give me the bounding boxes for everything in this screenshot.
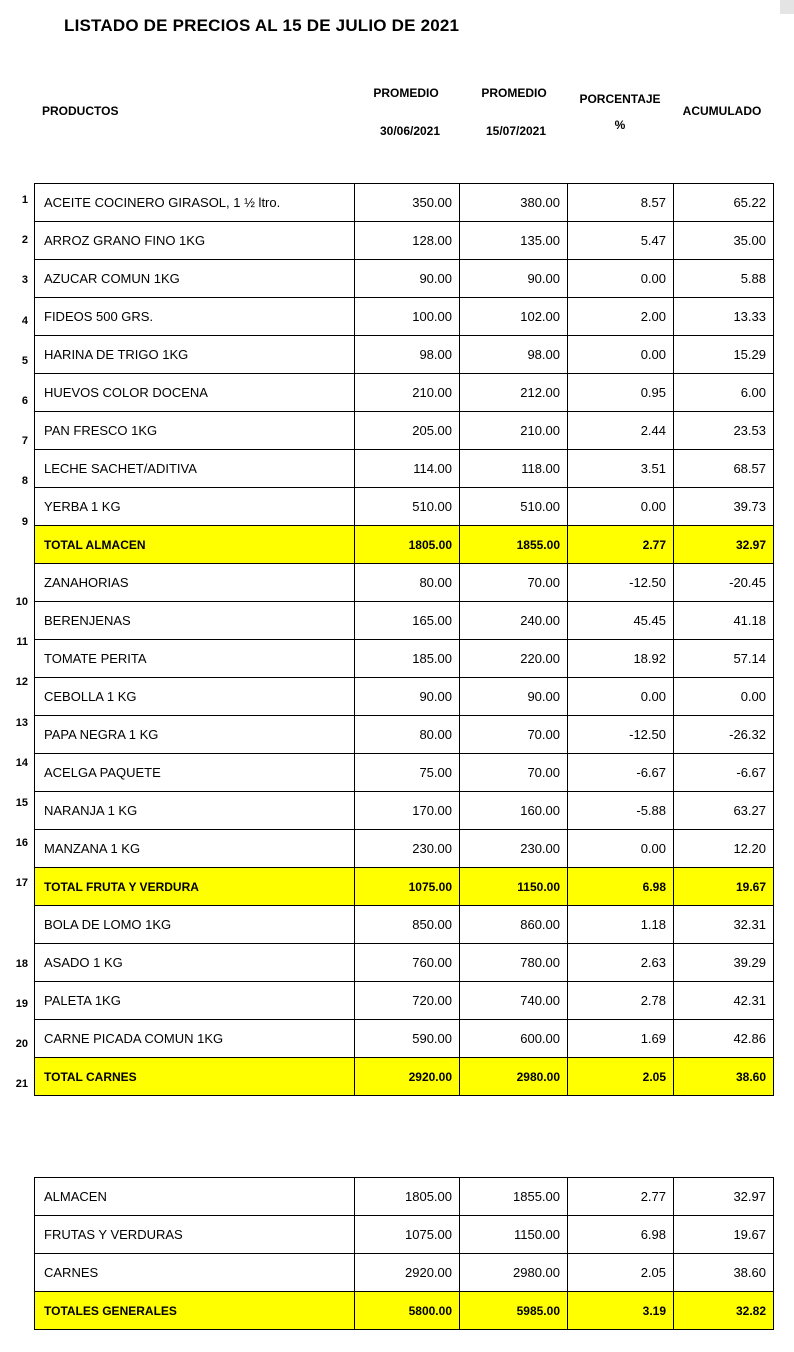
percent-cell: -12.50 bbox=[568, 564, 674, 602]
product-name-cell: LECHE SACHET/ADITIVA bbox=[35, 450, 355, 488]
product-name-cell: BOLA DE LOMO 1KG bbox=[35, 906, 355, 944]
accumulated-cell: 19.67 bbox=[674, 868, 774, 906]
accumulated-cell: 35.00 bbox=[674, 222, 774, 260]
row-number: 10 bbox=[15, 596, 28, 608]
product-name-cell: ACEITE COCINERO GIRASOL, 1 ½ ltro. bbox=[35, 184, 355, 222]
percent-cell: 3.19 bbox=[568, 1292, 674, 1330]
price-jun-cell: 90.00 bbox=[355, 260, 460, 298]
accumulated-cell: 39.29 bbox=[674, 944, 774, 982]
percent-cell: 2.05 bbox=[568, 1058, 674, 1096]
percent-cell: 1.69 bbox=[568, 1020, 674, 1058]
price-jul-cell: 740.00 bbox=[460, 982, 568, 1020]
price-jun-cell: 1805.00 bbox=[355, 1178, 460, 1216]
product-name-cell: HUEVOS COLOR DOCENA bbox=[35, 374, 355, 412]
price-jun-cell: 5800.00 bbox=[355, 1292, 460, 1330]
price-jun-cell: 1075.00 bbox=[355, 1216, 460, 1254]
table-row bbox=[35, 564, 774, 602]
row-number: 19 bbox=[15, 998, 28, 1010]
row-number: 21 bbox=[15, 1078, 28, 1091]
header-date-1: 30/06/2021 bbox=[379, 124, 441, 138]
accumulated-cell: -6.67 bbox=[674, 754, 774, 792]
product-name-cell: MANZANA 1 KG bbox=[35, 830, 355, 868]
product-name-cell: FRUTAS Y VERDURAS bbox=[35, 1216, 355, 1254]
price-jul-cell: 2980.00 bbox=[460, 1058, 568, 1096]
product-name-cell: CARNE PICADA COMUN 1KG bbox=[35, 1020, 355, 1058]
price-jul-cell: 600.00 bbox=[460, 1020, 568, 1058]
percent-cell: 2.63 bbox=[568, 944, 674, 982]
table-row bbox=[35, 640, 774, 678]
price-jul-cell: 90.00 bbox=[460, 678, 568, 716]
accumulated-cell: 32.97 bbox=[674, 526, 774, 564]
product-name-cell: PALETA 1KG bbox=[35, 982, 355, 1020]
price-jul-cell: 210.00 bbox=[460, 412, 568, 450]
product-name-cell: TOTALES GENERALES bbox=[35, 1292, 355, 1330]
table-row bbox=[35, 488, 774, 526]
price-jul-cell: 70.00 bbox=[460, 754, 568, 792]
price-jun-cell: 210.00 bbox=[355, 374, 460, 412]
product-name-cell: ZANAHORIAS bbox=[35, 564, 355, 602]
product-name-cell: AZUCAR COMUN 1KG bbox=[35, 260, 355, 298]
product-name-cell: CARNES bbox=[35, 1254, 355, 1292]
percent-cell: 0.00 bbox=[568, 488, 674, 526]
accumulated-cell: 57.14 bbox=[674, 640, 774, 678]
price-jul-cell: 1855.00 bbox=[460, 526, 568, 564]
price-jun-cell: 165.00 bbox=[355, 602, 460, 640]
price-jun-cell: 510.00 bbox=[355, 488, 460, 526]
price-jun-cell: 590.00 bbox=[355, 1020, 460, 1058]
header-date-2: 15/07/2021 bbox=[485, 124, 547, 138]
header-promedio-2: PROMEDIO bbox=[481, 86, 547, 100]
percent-cell: 1.18 bbox=[568, 906, 674, 944]
table-row bbox=[35, 222, 774, 260]
price-jul-cell: 70.00 bbox=[460, 716, 568, 754]
accumulated-cell: 68.57 bbox=[674, 450, 774, 488]
accumulated-cell: -20.45 bbox=[674, 564, 774, 602]
total-row bbox=[35, 1058, 774, 1096]
price-jun-cell: 205.00 bbox=[355, 412, 460, 450]
row-number: 15 bbox=[15, 797, 28, 809]
table-row bbox=[35, 982, 774, 1020]
row-number: 11 bbox=[16, 636, 28, 649]
accumulated-cell: 38.60 bbox=[674, 1254, 774, 1292]
price-jul-cell: 90.00 bbox=[460, 260, 568, 298]
percent-cell: 0.00 bbox=[568, 678, 674, 716]
price-jun-cell: 98.00 bbox=[355, 336, 460, 374]
accumulated-cell: 42.31 bbox=[674, 982, 774, 1020]
price-jul-cell: 2980.00 bbox=[460, 1254, 568, 1292]
scrollbar-corner bbox=[780, 0, 794, 14]
table-row bbox=[35, 260, 774, 298]
price-jul-cell: 212.00 bbox=[460, 374, 568, 412]
product-name-cell: BERENJENAS bbox=[35, 602, 355, 640]
price-jun-cell: 114.00 bbox=[355, 450, 460, 488]
product-name-cell: ARROZ GRANO FINO 1KG bbox=[35, 222, 355, 260]
accumulated-cell: 42.86 bbox=[674, 1020, 774, 1058]
header-porcentaje: PORCENTAJE bbox=[579, 92, 661, 106]
product-name-cell: HARINA DE TRIGO 1KG bbox=[35, 336, 355, 374]
accumulated-cell: -26.32 bbox=[674, 716, 774, 754]
row-number: 1 bbox=[21, 194, 28, 206]
percent-cell: 2.77 bbox=[568, 1178, 674, 1216]
page-title: LISTADO DE PRECIOS AL 15 DE JULIO DE 2021 bbox=[64, 16, 460, 35]
accumulated-cell: 41.18 bbox=[674, 602, 774, 640]
table-row bbox=[35, 450, 774, 488]
row-number: 12 bbox=[15, 676, 28, 689]
price-jun-cell: 2920.00 bbox=[355, 1254, 460, 1292]
summary-row bbox=[35, 1178, 774, 1216]
percent-cell: 0.00 bbox=[568, 260, 674, 298]
product-name-cell: FIDEOS 500 GRS. bbox=[35, 298, 355, 336]
row-number: 4 bbox=[21, 314, 28, 327]
price-jul-cell: 70.00 bbox=[460, 564, 568, 602]
percent-cell: 2.77 bbox=[568, 526, 674, 564]
price-jul-cell: 220.00 bbox=[460, 640, 568, 678]
table-row bbox=[35, 336, 774, 374]
accumulated-cell: 32.82 bbox=[674, 1292, 774, 1330]
price-jun-cell: 75.00 bbox=[355, 754, 460, 792]
price-jul-cell: 510.00 bbox=[460, 488, 568, 526]
row-number: 18 bbox=[15, 957, 28, 970]
product-name-cell: PAN FRESCO 1KG bbox=[35, 412, 355, 450]
price-jul-cell: 380.00 bbox=[460, 184, 568, 222]
price-jun-cell: 170.00 bbox=[355, 792, 460, 830]
product-name-cell: NARANJA 1 KG bbox=[35, 792, 355, 830]
accumulated-cell: 15.29 bbox=[674, 336, 774, 374]
accumulated-cell: 13.33 bbox=[674, 298, 774, 336]
row-number: 7 bbox=[21, 435, 28, 448]
percent-cell: -6.67 bbox=[568, 754, 674, 792]
price-jul-cell: 240.00 bbox=[460, 602, 568, 640]
row-number: 17 bbox=[15, 877, 28, 890]
price-jul-cell: 1855.00 bbox=[460, 1178, 568, 1216]
total-row bbox=[35, 526, 774, 564]
percent-cell: 6.98 bbox=[568, 868, 674, 906]
percent-cell: 2.00 bbox=[568, 298, 674, 336]
price-jun-cell: 350.00 bbox=[355, 184, 460, 222]
product-name-cell: TOTAL FRUTA Y VERDURA bbox=[35, 868, 355, 906]
table-row bbox=[35, 944, 774, 982]
row-number: 9 bbox=[21, 515, 28, 528]
percent-cell: 6.98 bbox=[568, 1216, 674, 1254]
row-number: 5 bbox=[21, 354, 28, 367]
price-jun-cell: 80.00 bbox=[355, 716, 460, 754]
table-row bbox=[35, 678, 774, 716]
price-jun-cell: 2920.00 bbox=[355, 1058, 460, 1096]
accumulated-cell: 6.00 bbox=[674, 374, 774, 412]
price-jun-cell: 1805.00 bbox=[355, 526, 460, 564]
accumulated-cell: 19.67 bbox=[674, 1216, 774, 1254]
accumulated-cell: 23.53 bbox=[674, 412, 774, 450]
price-jun-cell: 128.00 bbox=[355, 222, 460, 260]
percent-cell: 18.92 bbox=[568, 640, 674, 678]
table-row bbox=[35, 792, 774, 830]
product-name-cell: TOMATE PERITA bbox=[35, 640, 355, 678]
accumulated-cell: 0.00 bbox=[674, 678, 774, 716]
product-name-cell: YERBA 1 KG bbox=[35, 488, 355, 526]
percent-cell: -12.50 bbox=[568, 716, 674, 754]
percent-cell: 5.47 bbox=[568, 222, 674, 260]
header-acumulado: ACUMULADO bbox=[682, 104, 762, 118]
price-table bbox=[34, 183, 774, 1096]
product-name-cell: TOTAL ALMACEN bbox=[35, 526, 355, 564]
accumulated-cell: 5.88 bbox=[674, 260, 774, 298]
product-name-cell: ACELGA PAQUETE bbox=[35, 754, 355, 792]
percent-cell: 3.51 bbox=[568, 450, 674, 488]
row-number: 13 bbox=[15, 716, 28, 729]
price-jun-cell: 100.00 bbox=[355, 298, 460, 336]
summary-table bbox=[34, 1177, 774, 1330]
header-percent-sign: % bbox=[614, 118, 626, 132]
accumulated-cell: 38.60 bbox=[674, 1058, 774, 1096]
percent-cell: 8.57 bbox=[568, 184, 674, 222]
accumulated-cell: 32.31 bbox=[674, 906, 774, 944]
row-number: 20 bbox=[15, 1038, 28, 1051]
price-jul-cell: 102.00 bbox=[460, 298, 568, 336]
price-jun-cell: 80.00 bbox=[355, 564, 460, 602]
row-number: 14 bbox=[15, 756, 28, 769]
price-jul-cell: 860.00 bbox=[460, 906, 568, 944]
price-jul-cell: 118.00 bbox=[460, 450, 568, 488]
product-name-cell: CEBOLLA 1 KG bbox=[35, 678, 355, 716]
product-name-cell: ASADO 1 KG bbox=[35, 944, 355, 982]
percent-cell: 2.78 bbox=[568, 982, 674, 1020]
row-number: 16 bbox=[15, 837, 28, 850]
accumulated-cell: 39.73 bbox=[674, 488, 774, 526]
total-row bbox=[35, 1292, 774, 1330]
percent-cell: 0.00 bbox=[568, 336, 674, 374]
accumulated-cell: 12.20 bbox=[674, 830, 774, 868]
table-row bbox=[35, 298, 774, 336]
percent-cell: 2.44 bbox=[568, 412, 674, 450]
table-row bbox=[35, 602, 774, 640]
row-number: 3 bbox=[21, 274, 28, 287]
accumulated-cell: 32.97 bbox=[674, 1178, 774, 1216]
percent-cell: 2.05 bbox=[568, 1254, 674, 1292]
summary-row bbox=[35, 1216, 774, 1254]
header-productos: PRODUCTOS bbox=[42, 104, 119, 118]
price-jun-cell: 90.00 bbox=[355, 678, 460, 716]
product-name-cell: PAPA NEGRA 1 KG bbox=[35, 716, 355, 754]
total-row bbox=[35, 868, 774, 906]
price-jul-cell: 1150.00 bbox=[460, 868, 568, 906]
table-row bbox=[35, 830, 774, 868]
table-row bbox=[35, 754, 774, 792]
row-number: 6 bbox=[21, 395, 28, 407]
percent-cell: 45.45 bbox=[568, 602, 674, 640]
percent-cell: 0.95 bbox=[568, 374, 674, 412]
row-number: 2 bbox=[21, 234, 28, 247]
percent-cell: -5.88 bbox=[568, 792, 674, 830]
summary-row bbox=[35, 1254, 774, 1292]
price-jul-cell: 98.00 bbox=[460, 336, 568, 374]
price-jul-cell: 5985.00 bbox=[460, 1292, 568, 1330]
price-jun-cell: 1075.00 bbox=[355, 868, 460, 906]
table-row bbox=[35, 374, 774, 412]
product-name-cell: ALMACEN bbox=[35, 1178, 355, 1216]
row-number: 8 bbox=[21, 475, 28, 488]
price-jun-cell: 720.00 bbox=[355, 982, 460, 1020]
price-jul-cell: 160.00 bbox=[460, 792, 568, 830]
accumulated-cell: 63.27 bbox=[674, 792, 774, 830]
price-jul-cell: 230.00 bbox=[460, 830, 568, 868]
price-jun-cell: 850.00 bbox=[355, 906, 460, 944]
price-jun-cell: 760.00 bbox=[355, 944, 460, 982]
table-row bbox=[35, 184, 774, 222]
table-row bbox=[35, 906, 774, 944]
price-jun-cell: 185.00 bbox=[355, 640, 460, 678]
table-row bbox=[35, 412, 774, 450]
accumulated-cell: 65.22 bbox=[674, 184, 774, 222]
product-name-cell: TOTAL CARNES bbox=[35, 1058, 355, 1096]
price-jul-cell: 1150.00 bbox=[460, 1216, 568, 1254]
price-jun-cell: 230.00 bbox=[355, 830, 460, 868]
table-row bbox=[35, 716, 774, 754]
table-row bbox=[35, 1020, 774, 1058]
header-promedio-1: PROMEDIO bbox=[373, 86, 439, 100]
price-jul-cell: 780.00 bbox=[460, 944, 568, 982]
percent-cell: 0.00 bbox=[568, 830, 674, 868]
price-jul-cell: 135.00 bbox=[460, 222, 568, 260]
